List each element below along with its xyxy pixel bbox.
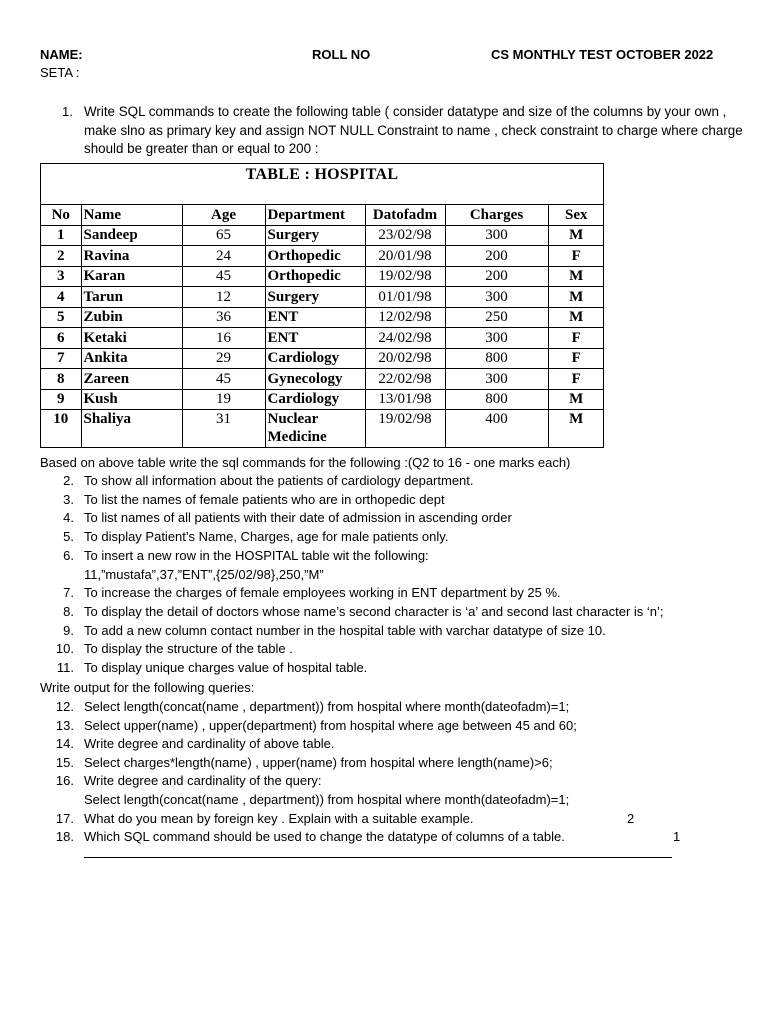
- table-row: [41, 328, 604, 349]
- table-cell: 29: [182, 348, 265, 369]
- table-cell: 250: [445, 307, 548, 328]
- col-header: No: [41, 205, 81, 226]
- table-cell: 300: [445, 225, 548, 246]
- question-text: Select length(concat(name , department)) from hospital where month(dateofadm)=1;: [84, 699, 570, 714]
- section2-intro: Based on above table write the sql commands for the following :(Q2 to 16 - one marks each): [40, 455, 571, 470]
- table-cell: F: [548, 328, 604, 349]
- table-cell: 45: [182, 266, 265, 287]
- table-cell: 1: [41, 225, 81, 246]
- table-cell: 800: [445, 348, 548, 369]
- table-cell: Kush: [81, 389, 182, 410]
- table-cell: 24/02/98: [365, 328, 445, 349]
- table-cell: ENT: [265, 328, 365, 349]
- table-cell: Tarun: [81, 287, 182, 308]
- table-cell: Orthopedic: [265, 246, 365, 267]
- table-row: [41, 287, 604, 308]
- table-cell: 01/01/98: [365, 287, 445, 308]
- question-text: To list the names of female patients who are in orthopedic dept: [84, 491, 445, 507]
- question-number: 4.: [63, 510, 74, 526]
- question-number: 13.: [55, 717, 74, 733]
- table-cell: 300: [445, 328, 548, 349]
- question-number: 18.: [55, 829, 74, 845]
- table-cell: M: [548, 389, 604, 410]
- question-text: To display the detail of doctors whose name’s second character is ‘a’ and second last character is ‘n’;: [84, 603, 664, 619]
- table-cell: 300: [445, 369, 548, 390]
- table-cell: 5: [41, 307, 81, 328]
- table-cell: 10: [41, 410, 81, 449]
- table-cell: Surgery: [265, 287, 365, 308]
- question-number: 3.: [63, 491, 74, 507]
- question-extra: 11,”mustafa”,37,”ENT”,{25/02/98},250,”M”: [84, 566, 324, 582]
- question-text: To increase the charges of female employees working in ENT department by 25 %.: [84, 585, 561, 601]
- table-cell: 3: [41, 266, 81, 287]
- table-cell: 9: [41, 389, 81, 410]
- question-text: To show all information about the patients of cardiology department.: [84, 473, 474, 488]
- set-label: SETA :: [40, 65, 80, 80]
- question-text: To display unique charges value of hospital table.: [84, 660, 368, 675]
- table-cell: M: [548, 266, 604, 287]
- col-header: Charges: [445, 205, 548, 226]
- question-number: 11.: [56, 660, 74, 675]
- table-cell: 200: [445, 246, 548, 267]
- col-header: Datofadm: [365, 205, 445, 226]
- question-text: Write degree and cardinality of above table.: [84, 736, 335, 752]
- question-number: 5.: [63, 529, 74, 545]
- col-header: Sex: [548, 205, 604, 226]
- q1-text: Write SQL commands to create the following table ( consider datatype and size of the columns by your own , make slno as primary key and assign NOT NULL Constraint to name , check constraint to charge where charge should be greater than or equal to 200 :: [84, 104, 743, 156]
- table-row: [41, 369, 604, 390]
- table-cell: 13/01/98: [365, 389, 445, 410]
- table-row: [41, 348, 604, 369]
- question-text: To add a new column contact number in the hospital table with varchar datatype of size 10.: [84, 622, 606, 638]
- table-row: [41, 266, 604, 287]
- question-number: 12.: [55, 699, 74, 714]
- table-cell: 19/02/98: [365, 266, 445, 287]
- table-cell: 16: [182, 328, 265, 349]
- table-cell: 20/02/98: [365, 348, 445, 369]
- table-cell: ENT: [265, 307, 365, 328]
- question-text: To insert a new row in the HOSPITAL table wit the following:: [84, 547, 429, 563]
- table-cell: 65: [182, 225, 265, 246]
- table-cell: 20/01/98: [365, 246, 445, 267]
- question-text: Which SQL command should be used to change the datatype of columns of a table.: [84, 829, 565, 845]
- q1-number: 1.: [62, 104, 73, 119]
- table-cell: Ravina: [81, 246, 182, 267]
- table-row: [41, 225, 604, 246]
- table-cell: Ketaki: [81, 328, 182, 349]
- table-cell: 12/02/98: [365, 307, 445, 328]
- table-cell: 2: [41, 246, 81, 267]
- question-number: 16.: [55, 773, 74, 789]
- table-cell: 19: [182, 389, 265, 410]
- table-cell: Nuclear Medicine: [265, 410, 365, 449]
- table-cell: F: [548, 369, 604, 390]
- table-cell: 300: [445, 287, 548, 308]
- table-cell: M: [548, 307, 604, 328]
- table-cell: Cardiology: [265, 348, 365, 369]
- col-header: Department: [265, 205, 365, 226]
- question-text: To display Patient’s Name, Charges, age for male patients only.: [84, 529, 449, 545]
- name-label: NAME:: [40, 47, 83, 62]
- table-cell: Ankita: [81, 348, 182, 369]
- question-number: 6.: [63, 547, 74, 563]
- table-cell: 19/02/98: [365, 410, 445, 449]
- question-number: 14.: [55, 736, 74, 752]
- table-cell: M: [548, 410, 604, 449]
- table-cell: 7: [41, 348, 81, 369]
- table-cell: Zubin: [81, 307, 182, 328]
- hospital-data-table: [41, 204, 604, 448]
- table-cell: 22/02/98: [365, 369, 445, 390]
- bottom-divider: [84, 857, 672, 858]
- table-cell: Sandeep: [81, 225, 182, 246]
- col-header: Name: [81, 205, 182, 226]
- question-text: To display the structure of the table .: [84, 641, 293, 657]
- table-cell: 24: [182, 246, 265, 267]
- question-number: 2.: [63, 473, 74, 488]
- section3-intro: Write output for the following queries:: [40, 680, 255, 695]
- hospital-table: [40, 163, 604, 448]
- question-number: 7.: [63, 585, 74, 601]
- table-row: [41, 307, 604, 328]
- table-cell: 12: [182, 287, 265, 308]
- question-marks: 1: [673, 829, 681, 845]
- table-cell: Orthopedic: [265, 266, 365, 287]
- table-header-row: [41, 205, 604, 226]
- table-cell: 4: [41, 287, 81, 308]
- question-number: 15.: [55, 754, 74, 770]
- question-marks: 2: [627, 810, 635, 826]
- col-header: Age: [182, 205, 265, 226]
- question-number: 8.: [63, 603, 74, 619]
- test-title: CS MONTHLY TEST OCTOBER 2022: [491, 47, 714, 62]
- question-number: 10.: [55, 641, 74, 657]
- table-cell: M: [548, 225, 604, 246]
- question-number: 17.: [55, 810, 74, 826]
- table-cell: 400: [445, 410, 548, 449]
- table-cell: Cardiology: [265, 389, 365, 410]
- table-cell: Gynecology: [265, 369, 365, 390]
- table-row: [41, 410, 604, 449]
- table-title: TABLE : HOSPITAL: [245, 166, 399, 183]
- table-cell: 6: [41, 328, 81, 349]
- table-cell: 31: [182, 410, 265, 449]
- table-cell: M: [548, 287, 604, 308]
- table-cell: F: [548, 348, 604, 369]
- table-row: [41, 246, 604, 267]
- table-cell: 800: [445, 389, 548, 410]
- table-cell: 36: [182, 307, 265, 328]
- table-cell: 45: [182, 369, 265, 390]
- table-cell: 8: [41, 369, 81, 390]
- table-cell: 200: [445, 266, 548, 287]
- question-text: Select charges*length(name) , upper(name) from hospital where length(name)>6;: [84, 754, 553, 770]
- question-extra: Select length(concat(name , department)) from hospital where month(dateofadm)=1;: [84, 792, 570, 807]
- question-number: 9.: [63, 622, 74, 638]
- table-cell: Shaliya: [81, 410, 182, 449]
- roll-no-label: ROLL NO: [312, 47, 371, 62]
- table-cell: Karan: [81, 266, 182, 287]
- question-text: What do you mean by foreign key . Explain with a suitable example.: [84, 810, 474, 826]
- question-text: Write degree and cardinality of the query:: [84, 773, 322, 789]
- question-text: Select upper(name) , upper(department) from hospital where age between 45 and 60;: [84, 717, 577, 733]
- table-row: [41, 389, 604, 410]
- table-cell: F: [548, 246, 604, 267]
- question-text: To list names of all patients with their date of admission in ascending order: [84, 510, 512, 526]
- table-cell: Zareen: [81, 369, 182, 390]
- table-cell: Surgery: [265, 225, 365, 246]
- table-cell: 23/02/98: [365, 225, 445, 246]
